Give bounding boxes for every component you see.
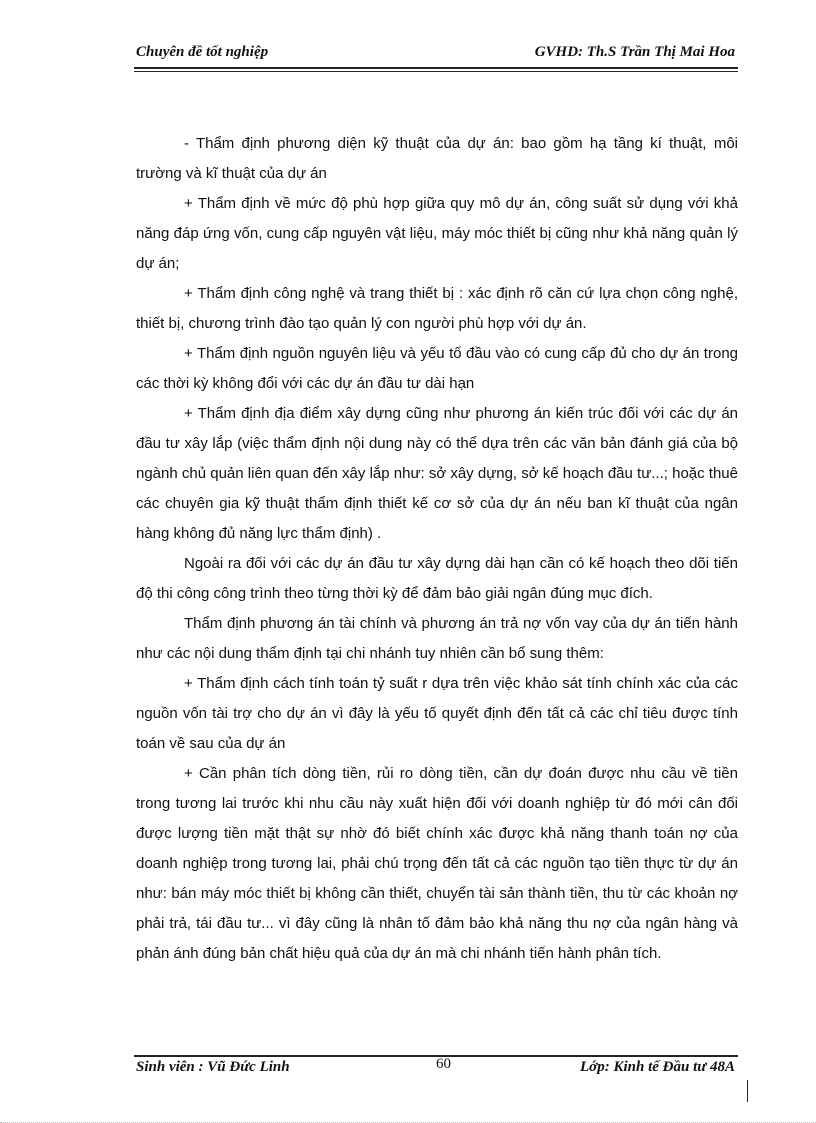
margin-line — [747, 1080, 748, 1102]
page-number: 60 — [436, 1056, 451, 1072]
paragraph-3: + Thẩm định công nghệ và trang thiết bị : xác định rõ căn cứ lựa chọn công nghệ, thiết bị, chương trình đào tạo quản lý con người phù hợp với dự án. — [136, 285, 738, 332]
header-advisor: GVHD: Th.S Trần Thị Mai Hoa — [534, 44, 735, 60]
paragraph-9: + Cần phân tích dòng tiền, rủi ro dòng tiền, cần dự đoán được nhu cầu về tiền trong tương lai trước khi nhu cầu này xuất hiện đối với doanh nghiệp từ đó mới cân đối được lượng tiền mặt thật sự nhờ đó biết chính xác được khả năng thanh toán nợ của doanh nghiệp trong tương lai, phải chú trọng đến tất cả các nguồn tạo tiền thực từ dự án như: bán máy móc thiết bị không cần thiết, chuyển tài sản thành tiền, thu từ các khoản nợ phải trả, tái đầu tư... vì đây cũng là nhân tố đảm bảo khả năng thu nợ của ngân hàng và phản ánh đúng bản chất hiệu quả của dự án mà chi nhánh tiến hành phân tích. — [136, 765, 738, 962]
footer-class: Lớp: Kinh tế Đầu tư 48A — [580, 1059, 735, 1075]
page-body — [136, 129, 738, 969]
footer-student: Sinh viên : Vũ Đức Linh — [136, 1059, 290, 1075]
paragraph-1: - Thẩm định phương diện kỹ thuật của dự án: bao gồm hạ tầng kí thuật, môi trường và kĩ thuật của dự án — [136, 135, 738, 182]
paragraph-2: + Thẩm định về mức độ phù hợp giữa quy mô dự án, công suất sử dụng với khả năng đáp ứng vốn, cung cấp nguyên vật liệu, máy móc thiết bị cũng như khả năng quản lý dự án; — [136, 195, 738, 272]
paragraph-8: + Thẩm định cách tính toán tỷ suất r dựa trên việc khảo sát tính chính xác của các nguồn vốn tài trợ cho dự án vì đây là yếu tố quyết định đến tất cả các chỉ tiêu được tính toán về sau của dự án — [136, 675, 738, 752]
paragraph-7: Thẩm định phương án tài chính và phương án trả nợ vốn vay của dự án tiến hành như các nội dung thẩm định tại chi nhánh tuy nhiên cần bổ sung thêm: — [136, 615, 738, 662]
header-rule-thin — [134, 71, 738, 72]
paragraph-4: + Thẩm định nguồn nguyên liệu và yếu tố đầu vào có cung cấp đủ cho dự án trong các thời kỳ không đổi với các dự án đầu tư dài hạn — [136, 345, 738, 392]
paragraph-5: + Thẩm định địa điểm xây dựng cũng như phương án kiến trúc đối với các dự án đầu tư xây lắp (việc thẩm định nội dung này có thể dựa trên các văn bản đánh giá của bộ ngành chủ quản liên quan đến xây lắp như: sở xây dựng, sở kế hoạch đầu tư...; hoặc thuê các chuyên gia kỹ thuật thẩm định thiết kế cơ sở của dự án nếu ban kĩ thuật của ngân hàng không đủ năng lực thẩm định) . — [136, 405, 738, 542]
header-left-title: Chuyên đề tốt nghiệp — [136, 44, 269, 60]
paragraph-6: Ngoài ra đối với các dự án đầu tư xây dựng dài hạn cần có kế hoạch theo dõi tiến độ thi công công trình theo từng thời kỳ để đảm bảo giải ngân đúng mục đích. — [136, 555, 738, 602]
header-rule — [134, 67, 738, 69]
